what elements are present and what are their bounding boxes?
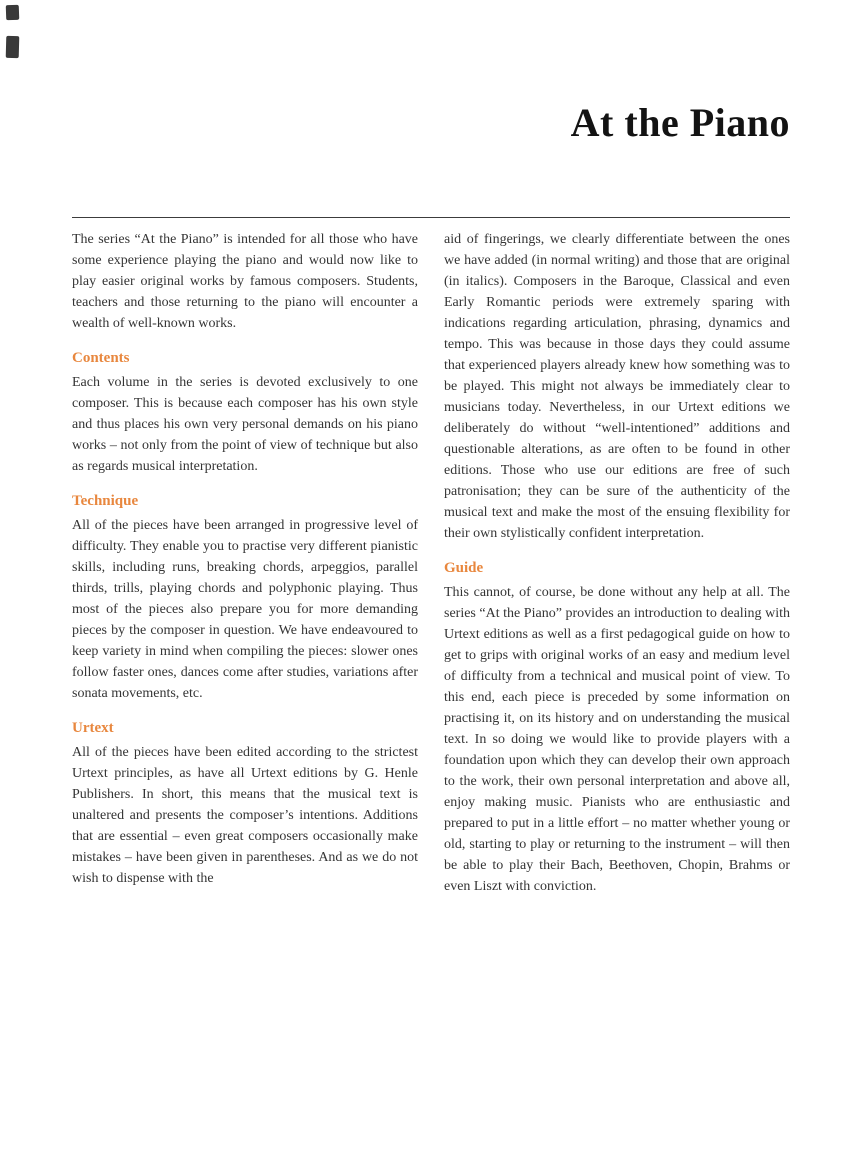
scan-artifact-mark (6, 36, 20, 58)
page-title: At the Piano (570, 100, 790, 145)
section-heading-urtext: Urtext (72, 720, 114, 736)
section-heading-contents: Contents (72, 350, 130, 366)
body-paragraph: The series “At the Piano” is intended for all those who have some experience playing the piano and would now like to play easier original works by famous composers. Students, teachers and those returning to the piano will encounter a wealth of well-known works. (72, 232, 418, 331)
section-heading-guide: Guide (444, 560, 484, 576)
title-divider (72, 217, 790, 218)
column-right (444, 229, 790, 897)
body-paragraph: aid of fingerings, we clearly differentiate between the ones we have added (in normal writing) and those that are original (in italics). Composers in the Baroque, Classical and even Early Romantic periods were extremely sparing with indications regarding articulation, phrasing, dynamics and tempo. This was because in those days they could assume that experienced players already knew how something was to be played. This might not always be immediately clear to musicians today. Nevertheless, in our Urtext editions we deliberately do without “well-intentioned” additions and questionable alterations, as are often to be found in other editions. Those who use our editions are free of such patronisation; they can be sure of the authenticity of the musical text and make the most of the ensuing flexibility for their own stylistically confident interpretation. (444, 232, 790, 541)
column-left (72, 229, 418, 897)
body-paragraph: All of the pieces have been edited according to the strictest Urtext principles, as have all Urtext editions by G. Henle Publishers. In short, this means that the musical text is unaltered and presents the composer’s intentions. Additions that are essential – even great composers occasionally make mistakes – have been given in parentheses. And as we do not wish to dispense with the (72, 745, 418, 886)
body-paragraph: Each volume in the series is devoted exclusively to one composer. This is because each composer has his own style and thus places his own very personal demands on his piano works – not only from the point of view of technique but also as regards musical interpretation. (72, 375, 418, 474)
scan-artifact-mark (6, 5, 20, 20)
section-heading-technique: Technique (72, 493, 139, 509)
body-paragraph: All of the pieces have been arranged in progressive level of difficulty. They enable you to practise very different pianistic skills, including runs, breaking chords, arpeggios, parallel thirds, trills, playing chords and polyphonic playing. Thus most of the pieces also prepare you for more demanding pieces by the composer in question. We have endeavoured to keep variety in mind when compiling the pieces: slower ones follow faster ones, dances come after studies, variations after sonata movements, etc. (72, 518, 418, 701)
two-column-body (72, 229, 790, 897)
body-paragraph: This cannot, of course, be done without any help at all. The series “At the Piano” provides an introduction to dealing with Urtext editions as well as a first pedagogical guide on how to get to grips with original works of an easy and medium level of difficulty from a technical and musical point of view. To this end, each piece is preceded by some information on practising it, on its history and on understanding the musical text. In so doing we would like to provide players with a foundation upon which they can develop their own approach to the work, their own personal interpretation and above all, enjoy making music. Pianists who are enthusiastic and prepared to put in a little effort – no matter whether young or old, starting to play or returning to the instrument – will then be able to play their Bach, Beethoven, Chopin, Brahms or even Liszt with conviction. (444, 585, 790, 894)
